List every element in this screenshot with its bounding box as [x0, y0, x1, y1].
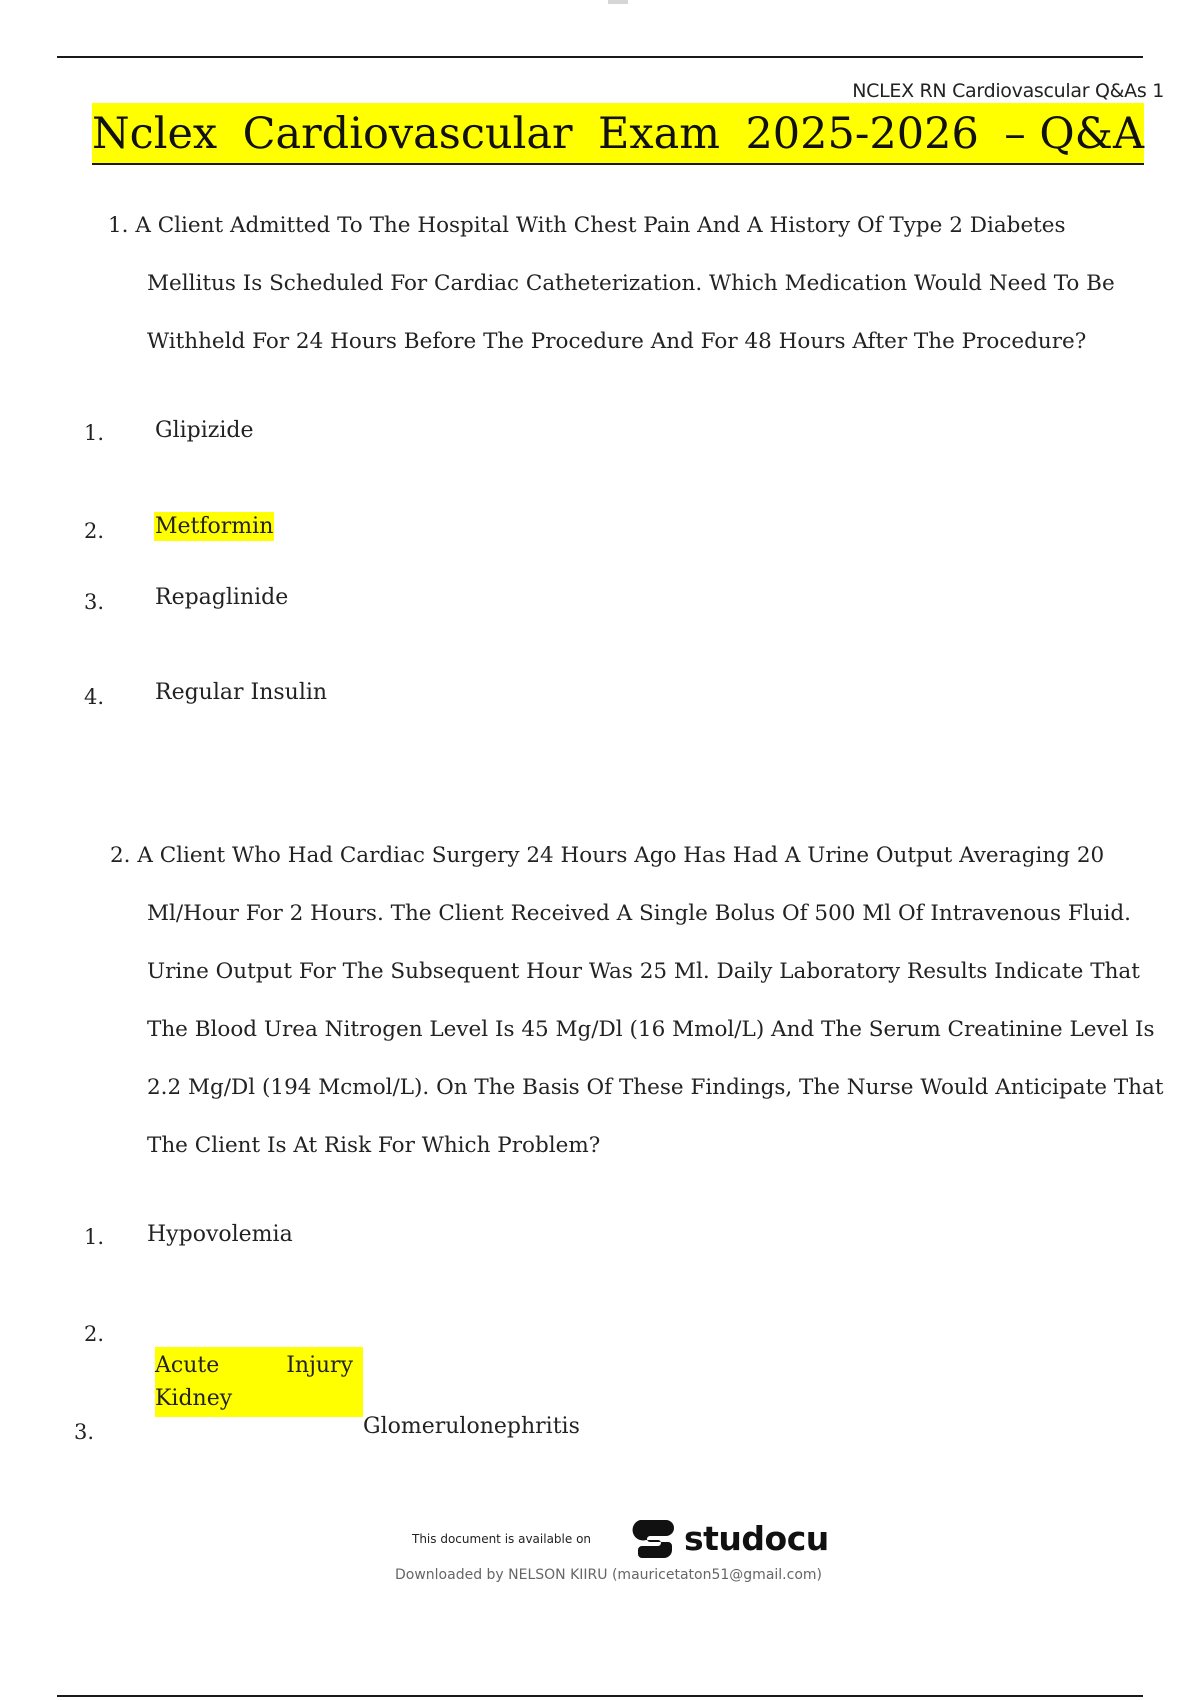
running-header-title: NCLEX RN Cardiovascular Q&As: [852, 80, 1147, 102]
question-number: 1.: [108, 213, 129, 238]
option-number: 3.: [74, 1420, 95, 1444]
answer-word: Injury: [286, 1353, 353, 1378]
highlighted-answer: [155, 1347, 363, 1417]
question-line: The Client Is At Risk For Which Problem?: [147, 1133, 601, 1158]
header-rule: [57, 56, 1143, 58]
question-number: 2.: [110, 843, 131, 868]
question-line: 2.2 Mg/Dl (194 Mcmol/L). On The Basis Of These Findings, The Nurse Would Anticipate That: [147, 1075, 1164, 1100]
question-line: Mellitus Is Scheduled For Cardiac Catheterization. Which Medication Would Need To Be: [147, 271, 1115, 296]
answer-line: [155, 1349, 353, 1382]
title-word: Cardiovascular: [242, 109, 573, 159]
answer-option: Glomerulonephritis: [363, 1414, 580, 1439]
question-line: Urine Output For The Subsequent Hour Was 25 Ml. Daily Laboratory Results Indicate That: [147, 959, 1140, 984]
answer-option: Regular Insulin: [155, 680, 328, 705]
question-text: A Client Who Had Cardiac Surgery 24 Hours Ago Has Had A Urine Output Averaging 20: [137, 843, 1105, 868]
studocu-logo[interactable]: [632, 1514, 829, 1562]
answer-option: Hypovolemia: [147, 1222, 293, 1247]
page-top-marker: [608, 0, 628, 4]
download-note: Downloaded by NELSON KIIRU (mauricetaton51@gmail.com): [395, 1567, 822, 1583]
question-1: [108, 197, 1115, 371]
answer-option-correct: [154, 514, 274, 539]
answer-option: Glipizide: [155, 418, 254, 443]
question-line: [108, 197, 1115, 255]
studocu-icon: [632, 1514, 680, 1562]
footer-rule: [57, 1695, 1143, 1697]
document-title: [92, 103, 1144, 165]
question-2: [110, 827, 1163, 1175]
page-number: 1: [1152, 80, 1164, 102]
answer-option: Repaglinide: [155, 585, 289, 610]
question-text: A Client Admitted To The Hospital With Chest Pain And A History Of Type 2 Diabetes: [135, 213, 1066, 238]
title-word: – Q&A: [1004, 109, 1144, 159]
highlighted-answer: Metformin: [155, 514, 274, 539]
option-number: 2.: [84, 519, 105, 543]
option-number: 4.: [84, 685, 105, 709]
option-number: 3.: [84, 590, 105, 614]
answer-word: Acute: [155, 1353, 220, 1378]
option-number: 1.: [84, 421, 105, 445]
option-number: 1.: [84, 1225, 105, 1249]
question-line: Ml/Hour For 2 Hours. The Client Received A Single Bolus Of 500 Ml Of Intravenous Fluid.: [147, 901, 1131, 926]
title-word: 2025-2026: [745, 109, 979, 159]
running-header: [852, 80, 1164, 102]
question-line: Withheld For 24 Hours Before The Procedure And For 48 Hours After The Procedure?: [147, 329, 1087, 354]
studocu-wordmark: studocu: [684, 1518, 829, 1558]
title-word: Exam: [597, 109, 721, 159]
question-line: [110, 827, 1163, 885]
question-line: The Blood Urea Nitrogen Level Is 45 Mg/Dl (16 Mmol/L) And The Serum Creatinine Level Is: [147, 1017, 1155, 1042]
availability-note: This document is available on: [412, 1532, 592, 1546]
title-word: Nclex: [92, 109, 218, 159]
option-number: 2.: [84, 1322, 105, 1346]
answer-word: Kidney: [155, 1386, 233, 1411]
